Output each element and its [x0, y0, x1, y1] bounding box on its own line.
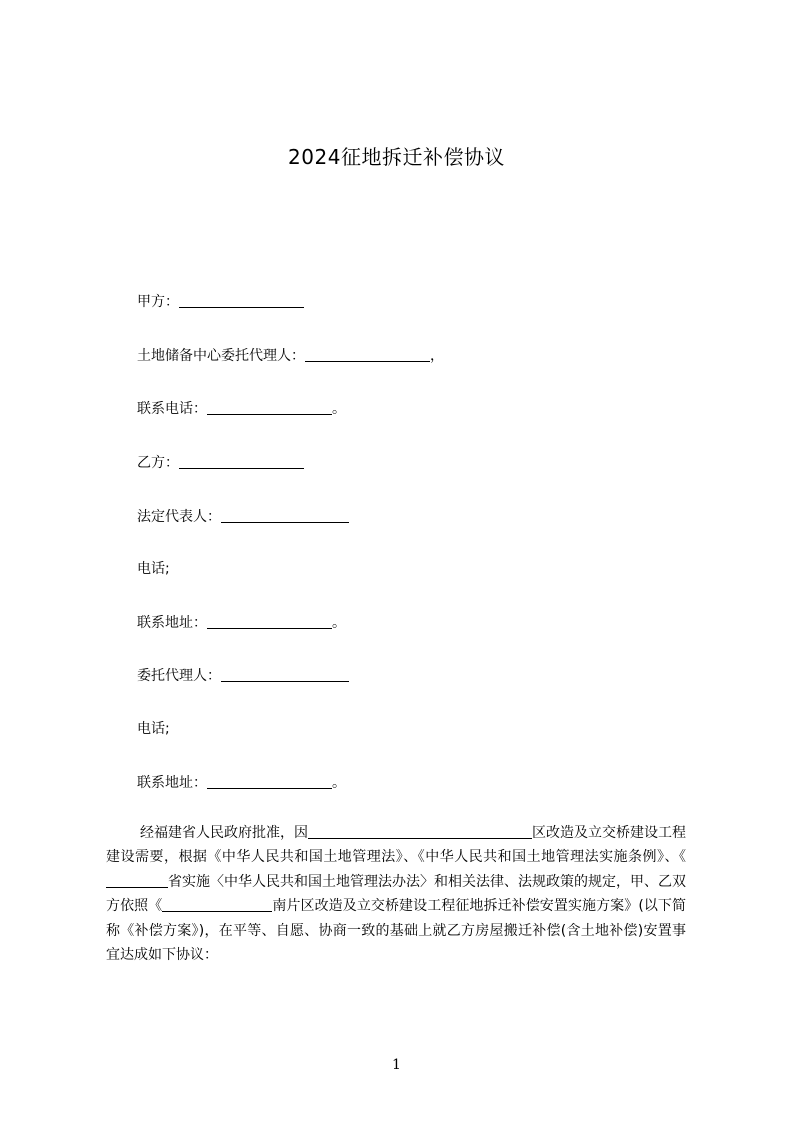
land-agent-blank[interactable]: [305, 347, 430, 362]
legal-rep-blank[interactable]: [221, 508, 349, 523]
phone-field-1: [137, 559, 170, 579]
address-blank-2[interactable]: [207, 774, 332, 789]
party-b-blank[interactable]: [179, 454, 304, 469]
party-a-label: 甲方：: [137, 294, 179, 310]
plan-blank[interactable]: [162, 897, 272, 912]
address-blank-1[interactable]: [207, 614, 332, 629]
address-label-2: 联系地址：: [137, 775, 207, 791]
contact-phone-label: 联系电话：: [137, 401, 207, 417]
party-a-blank[interactable]: [179, 293, 304, 308]
agent-field: [137, 665, 349, 686]
legal-rep-field: [137, 506, 349, 527]
address-field-2: 联系地址： 。: [137, 775, 346, 791]
province-blank[interactable]: [106, 873, 168, 888]
area-blank[interactable]: [308, 824, 532, 839]
land-agent-label: 土地储备中心委托代理人：: [137, 348, 305, 364]
agent-blank[interactable]: [221, 667, 349, 682]
phone-label-1: 电话;: [137, 561, 170, 577]
party-b-label: 乙方：: [137, 455, 179, 471]
legal-rep-label: 法定代表人：: [137, 509, 221, 525]
contact-phone-field: 联系电话： 。: [137, 401, 346, 417]
phone-field-2: [137, 719, 170, 739]
address-field-1: 联系地址： 。: [137, 615, 346, 631]
phone-label-2: 电话;: [137, 721, 170, 737]
party-a-field: [137, 291, 304, 312]
party-b-field: [137, 452, 304, 473]
agreement-paragraph: 经福建省人民政府批准，因 区改造及立交桥建设工程建设需要，根据《中华人民共和国土地管理法》、《中华人民共和国土地管理法实施条例》、《省实施〈中华人民共和国土地管理法办法〉和相关法律、法规政策的规定，甲、乙双方依照《 南片区改造及立交桥建设工程征地拆迁补偿安置实施方案》(以下简称《补偿方案》)，在平等、自愿、协商一致的基础上就乙方房屋搬迁补偿(含土地补偿)安置事宜达成如下协议：: [106, 825, 687, 964]
document-title: 2024征地拆迁补偿协议: [288, 145, 505, 169]
page-number: 1: [392, 1057, 401, 1073]
address-label-1: 联系地址：: [137, 615, 207, 631]
contact-phone-blank[interactable]: [207, 400, 332, 415]
agent-label: 委托代理人：: [137, 668, 221, 684]
land-agent-field: 土地储备中心委托代理人： ，: [137, 348, 444, 364]
